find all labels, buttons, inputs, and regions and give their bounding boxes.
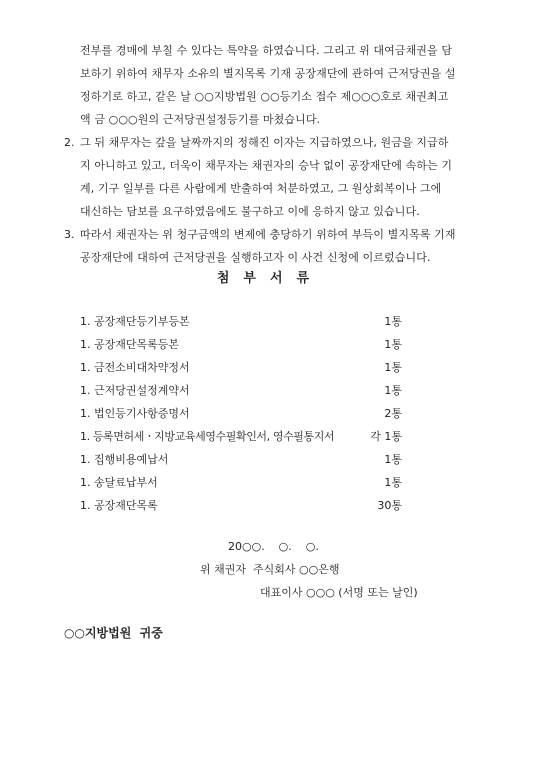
court-addressee: ○○지방법원 귀중 bbox=[64, 626, 163, 640]
body-line: 액 금 ○○○원의 근저당권설정등기를 마쳤습니다. bbox=[80, 113, 321, 126]
attachment-name: 1. 공장재단등기부등본 bbox=[80, 315, 190, 328]
signature-creditor: 위 채권자 주식회사 ○○은행 bbox=[200, 563, 340, 576]
body-line: 지 아니하고 있고, 더욱이 채무자는 채권자의 승낙 없이 공장재단에 속하는 기 bbox=[80, 159, 453, 172]
attachment-item bbox=[80, 361, 402, 375]
attachment-item bbox=[80, 499, 402, 513]
attachment-item bbox=[80, 476, 402, 490]
body-line: 공장재단에 대하여 근저당권을 실행하고자 이 사건 신청에 이르렀습니다. bbox=[80, 251, 431, 264]
attachment-name: 1. 등록면허세ㆍ지방교육세영수필확인서, 영수필통지서 bbox=[80, 430, 335, 443]
body-line: 대신하는 담보를 요구하였음에도 불구하고 이에 응하지 않고 있습니다. bbox=[80, 205, 420, 218]
attachment-count: 1통 bbox=[384, 361, 402, 374]
attachment-name: 1. 금전소비대차약정서 bbox=[80, 361, 190, 374]
attachment-name: 1. 법인등기사항증명서 bbox=[80, 407, 190, 420]
attachment-count: 1통 bbox=[384, 453, 402, 466]
body-line: 그 뒤 채무자는 갚을 날짜까지의 정해진 이자는 지급하였으나, 원금을 지급하 bbox=[80, 136, 449, 149]
attachment-item bbox=[80, 338, 402, 352]
body-line: 보하기 위하여 채무자 소유의 별지목록 기재 공장재단에 관하여 근저당권을 설 bbox=[80, 67, 456, 80]
signature-representative: 대표이사 ○○○ (서명 또는 날인) bbox=[260, 586, 418, 599]
attachment-name: 1. 공장재단목록등본 bbox=[80, 338, 180, 351]
attachment-name: 1. 근저당권설정계약서 bbox=[80, 384, 190, 397]
item-number: 3. bbox=[64, 228, 75, 241]
attachment-count: 30통 bbox=[377, 499, 402, 512]
attachment-name: 1. 송달료납부서 bbox=[80, 476, 158, 489]
attachment-item bbox=[80, 453, 402, 467]
attachments-heading: 첨부서류 bbox=[216, 271, 324, 286]
body-line: 따라서 채권자는 위 청구금액의 변제에 충당하기 위하여 부득이 별지목록 기재 bbox=[80, 228, 456, 241]
attachment-name: 1. 집행비용예납서 bbox=[80, 453, 169, 466]
attachment-item bbox=[80, 315, 402, 329]
body-line: 정하기로 하고, 같은 날 ○○지방법원 ○○등기소 접수 제○○○호로 채권최고 bbox=[80, 90, 449, 103]
attachment-count: 1통 bbox=[384, 384, 402, 397]
attachment-item bbox=[80, 384, 402, 398]
attachment-count: 각 1통 bbox=[370, 430, 402, 443]
attachment-count: 1통 bbox=[384, 315, 402, 328]
signature-date: 20○○. ○. ○. bbox=[228, 540, 319, 553]
item-number: 2. bbox=[64, 136, 75, 149]
attachment-name: 1. 공장재단목록 bbox=[80, 499, 158, 512]
body-line: 계, 기구 일부를 다른 사람에게 반출하여 처분하였고, 그 원상회복이나 그에 bbox=[80, 182, 442, 195]
attachment-count: 1통 bbox=[384, 338, 402, 351]
attachment-count: 2통 bbox=[384, 407, 402, 420]
attachment-item bbox=[80, 430, 402, 444]
attachment-item bbox=[80, 407, 402, 421]
body-line: 전부를 경매에 부칠 수 있다는 특약을 하였습니다. 그리고 위 대여금채권을 담 bbox=[80, 44, 453, 57]
attachment-count: 1통 bbox=[384, 476, 402, 489]
